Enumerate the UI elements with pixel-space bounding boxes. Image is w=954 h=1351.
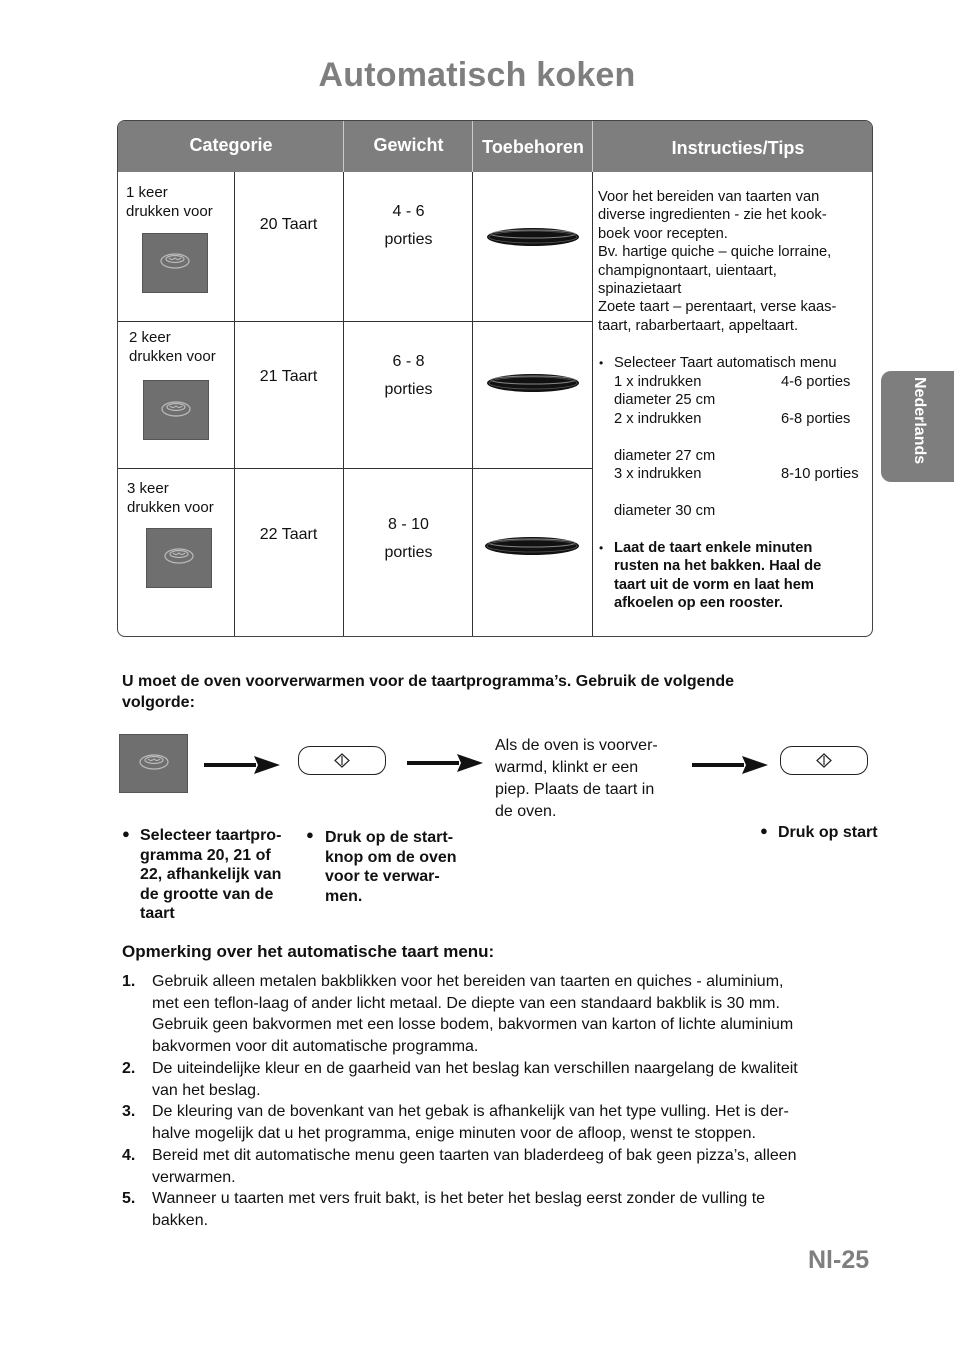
pie-icon [120, 735, 187, 792]
size-1-press: 1 x indrukken [614, 374, 702, 390]
bullet-icon: • [599, 541, 604, 555]
header-divider [592, 121, 593, 172]
start-button-step [780, 746, 868, 775]
size-3-portions: 8-10 porties [781, 466, 859, 482]
note-number: 4. [122, 1147, 136, 1164]
note-text [152, 1058, 798, 1101]
note-text [152, 971, 793, 1057]
page-number: Nl-25 [808, 1246, 870, 1274]
header-gewicht: Gewicht [373, 135, 444, 155]
step3-caption: Druk op start [778, 824, 878, 841]
list-item [122, 1058, 882, 1101]
instructions-line: taart, rabarbertaart, appeltaart. [598, 317, 799, 334]
baking-tray-3 [484, 534, 580, 563]
press-count-1-line1: 1 keer [126, 184, 168, 201]
pie-button-3 [146, 528, 212, 588]
note-line: met een teflon-laag of ander licht metaal. De diepte van een standaard bakblik is 30 mm. [152, 994, 780, 1012]
step2-line: men. [325, 887, 363, 905]
size-3-diameter: diameter 30 cm [614, 503, 716, 519]
note-text [152, 1145, 797, 1188]
start-icon [781, 747, 867, 774]
preheat-middle-text [495, 735, 658, 823]
weight-20-range: 4 - 6 [392, 203, 425, 220]
bullet-icon: ● [306, 827, 314, 842]
baking-tray-icon [486, 371, 580, 395]
language-tab-label: Nederlands [911, 377, 928, 465]
bullet-icon: ● [122, 826, 130, 841]
size-1-portions: 4-6 porties [781, 374, 851, 390]
weight-20-unit: porties [384, 231, 433, 248]
baking-tray-icon [484, 534, 580, 558]
step2-line: voor te verwar- [325, 868, 440, 885]
size-2-press: 2 x indrukken [614, 411, 702, 427]
baking-tray-1 [486, 225, 580, 254]
step2-line: knop om de oven [325, 848, 457, 866]
size-2-diameter: diameter 27 cm [614, 448, 716, 464]
step1-line: Selecteer taartpro- [140, 827, 282, 844]
weight-20 [344, 198, 473, 254]
auto-cook-table [117, 120, 873, 637]
header-instructies: Instructies/Tips [671, 138, 805, 158]
notes-heading: Opmerking over het automatische taart menu: [122, 942, 495, 961]
press-count-2 [129, 328, 216, 366]
preheat-intro-line: U moet de oven voorverwarmen voor de taartprogramma’s. Gebruik de volgende [122, 673, 735, 690]
list-item [122, 1145, 882, 1188]
list-item [122, 971, 882, 1058]
note-number: 2. [122, 1060, 136, 1077]
size-3-press: 3 x indrukken [614, 466, 702, 482]
instructions-line: taart uit de vorm en laat hem [614, 576, 814, 593]
preheat-middle-line: Als de oven is voorver- [495, 737, 658, 754]
baking-tray-2 [486, 371, 580, 400]
list-item [122, 1188, 882, 1231]
note-line: Gebruik geen bakvormen met een losse bodem, bakvormen van karton of lichte aluminium [152, 1016, 794, 1034]
pie-button-2 [143, 380, 209, 440]
press-count-2-line1: 2 keer [129, 329, 171, 346]
weight-21-unit: porties [384, 381, 433, 398]
list-item [122, 1101, 882, 1145]
program-21: 21 Taart [259, 368, 318, 385]
press-count-3-line1: 3 keer [127, 480, 169, 497]
language-tab [881, 371, 954, 482]
weight-22-unit: porties [384, 544, 433, 561]
note-line: van het beslag. [152, 1081, 261, 1099]
note-number: 5. [122, 1190, 136, 1207]
step1-line: gramma 20, 21 of [140, 846, 271, 864]
press-count-1-line2: drukken voor [126, 203, 213, 220]
note-text [152, 1188, 765, 1231]
instructions-line: Voor het bereiden van taarten van [598, 189, 820, 205]
pie-button-step [119, 734, 188, 793]
arrow-right-icon [204, 755, 280, 780]
baking-tray-icon [486, 225, 580, 249]
pie-icon [143, 234, 207, 292]
arrow-right-icon [407, 753, 483, 778]
instructions-line: diverse ingredienten - zie het kook- [598, 207, 827, 224]
note-line: bakken. [152, 1211, 209, 1229]
column-divider [234, 172, 235, 637]
press-count-3 [127, 479, 214, 517]
instructions-line: afkoelen op een rooster. [614, 595, 783, 612]
program-22: 22 Taart [259, 526, 318, 543]
bullet-icon: • [599, 356, 604, 370]
program-20: 20 Taart [259, 216, 318, 233]
row-divider [118, 321, 592, 322]
instructions-intro [598, 188, 870, 335]
pie-icon [144, 381, 208, 439]
instructions-bullet-rest [614, 539, 873, 613]
preheat-middle-line: de oven. [495, 803, 557, 820]
page-title: Automatisch koken [318, 56, 636, 94]
step1-caption [140, 826, 281, 924]
notes-list [122, 971, 882, 1231]
arrow-right-icon [692, 755, 768, 780]
header-toebehoren: Toebehoren [482, 137, 584, 157]
step1-line: taart [140, 905, 175, 922]
instructions-line: Laat de taart enkele minuten [614, 540, 813, 556]
instructions-line: Bv. hartige quiche – quiche lorraine, [598, 244, 832, 261]
start-icon [299, 747, 385, 774]
start-button-step [298, 746, 386, 775]
size-1-diameter: diameter 25 cm [614, 392, 716, 408]
instructions-bullet-select: Selecteer Taart automatisch menu [614, 355, 837, 371]
weight-21 [344, 348, 473, 404]
header-categorie: Categorie [189, 135, 273, 155]
note-number: 1. [122, 973, 136, 990]
pie-button-1 [142, 233, 208, 293]
note-line: bakvormen voor dit automatische programma. [152, 1037, 479, 1055]
instructions-line: boek voor recepten. [598, 225, 728, 242]
column-divider [592, 172, 593, 637]
press-count-2-line2: drukken voor [129, 348, 216, 365]
note-line: Wanneer u taarten met vers fruit bakt, is het beter het beslag eerst zonder de vulling te [152, 1190, 766, 1207]
pie-icon [147, 529, 211, 587]
note-text [152, 1101, 789, 1144]
press-count-3-line2: drukken voor [127, 499, 214, 516]
press-count-1 [126, 183, 213, 221]
preheat-middle-line: warmd, klinkt er een [495, 759, 639, 776]
preheat-intro-line: volgorde: [122, 694, 195, 711]
note-line: Bereid met dit automatische menu geen taarten van bladerdeeg of bak geen pizza’s, alleen [152, 1147, 797, 1164]
note-line: halve mogelijk dat u het programma, enige minuten voor de afloop, wenst te stoppen. [152, 1124, 756, 1142]
step2-line: Druk op de start- [325, 829, 454, 846]
header-divider [472, 121, 473, 172]
instructions-line: spinazietaart [598, 281, 682, 298]
step1-line: 22, afhankelijk van [140, 866, 282, 883]
step1-line: de grootte van de [140, 885, 274, 903]
step2-caption [325, 828, 457, 906]
note-line: verwarmen. [152, 1168, 236, 1186]
instructions-line: champignontaart, uientaart, [598, 262, 777, 279]
preheat-intro [122, 671, 734, 713]
row-divider [118, 468, 592, 469]
instructions-line: Zoete taart – perentaart, verse kaas- [598, 299, 837, 316]
note-number: 3. [122, 1103, 136, 1120]
note-line: Gebruik alleen metalen bakblikken voor het bereiden van taarten en quiches - aluminium, [152, 973, 784, 990]
weight-21-range: 6 - 8 [392, 353, 425, 370]
note-line: De kleuring van de bovenkant van het gebak is afhankelijk van het type vulling. Het is der- [152, 1103, 789, 1120]
instructions-line: rusten na het bakken. Haal de [614, 558, 822, 575]
preheat-middle-line: piep. Plaats de taart in [495, 781, 655, 798]
note-line: De uiteindelijke kleur en de gaarheid van het beslag kan verschillen naargelang de kwaliteit [152, 1060, 798, 1077]
header-divider [343, 121, 344, 172]
size-2-portions: 6-8 porties [781, 411, 851, 427]
weight-22 [344, 511, 473, 567]
weight-22-range: 8 - 10 [388, 516, 429, 533]
bullet-icon: ● [760, 823, 768, 838]
